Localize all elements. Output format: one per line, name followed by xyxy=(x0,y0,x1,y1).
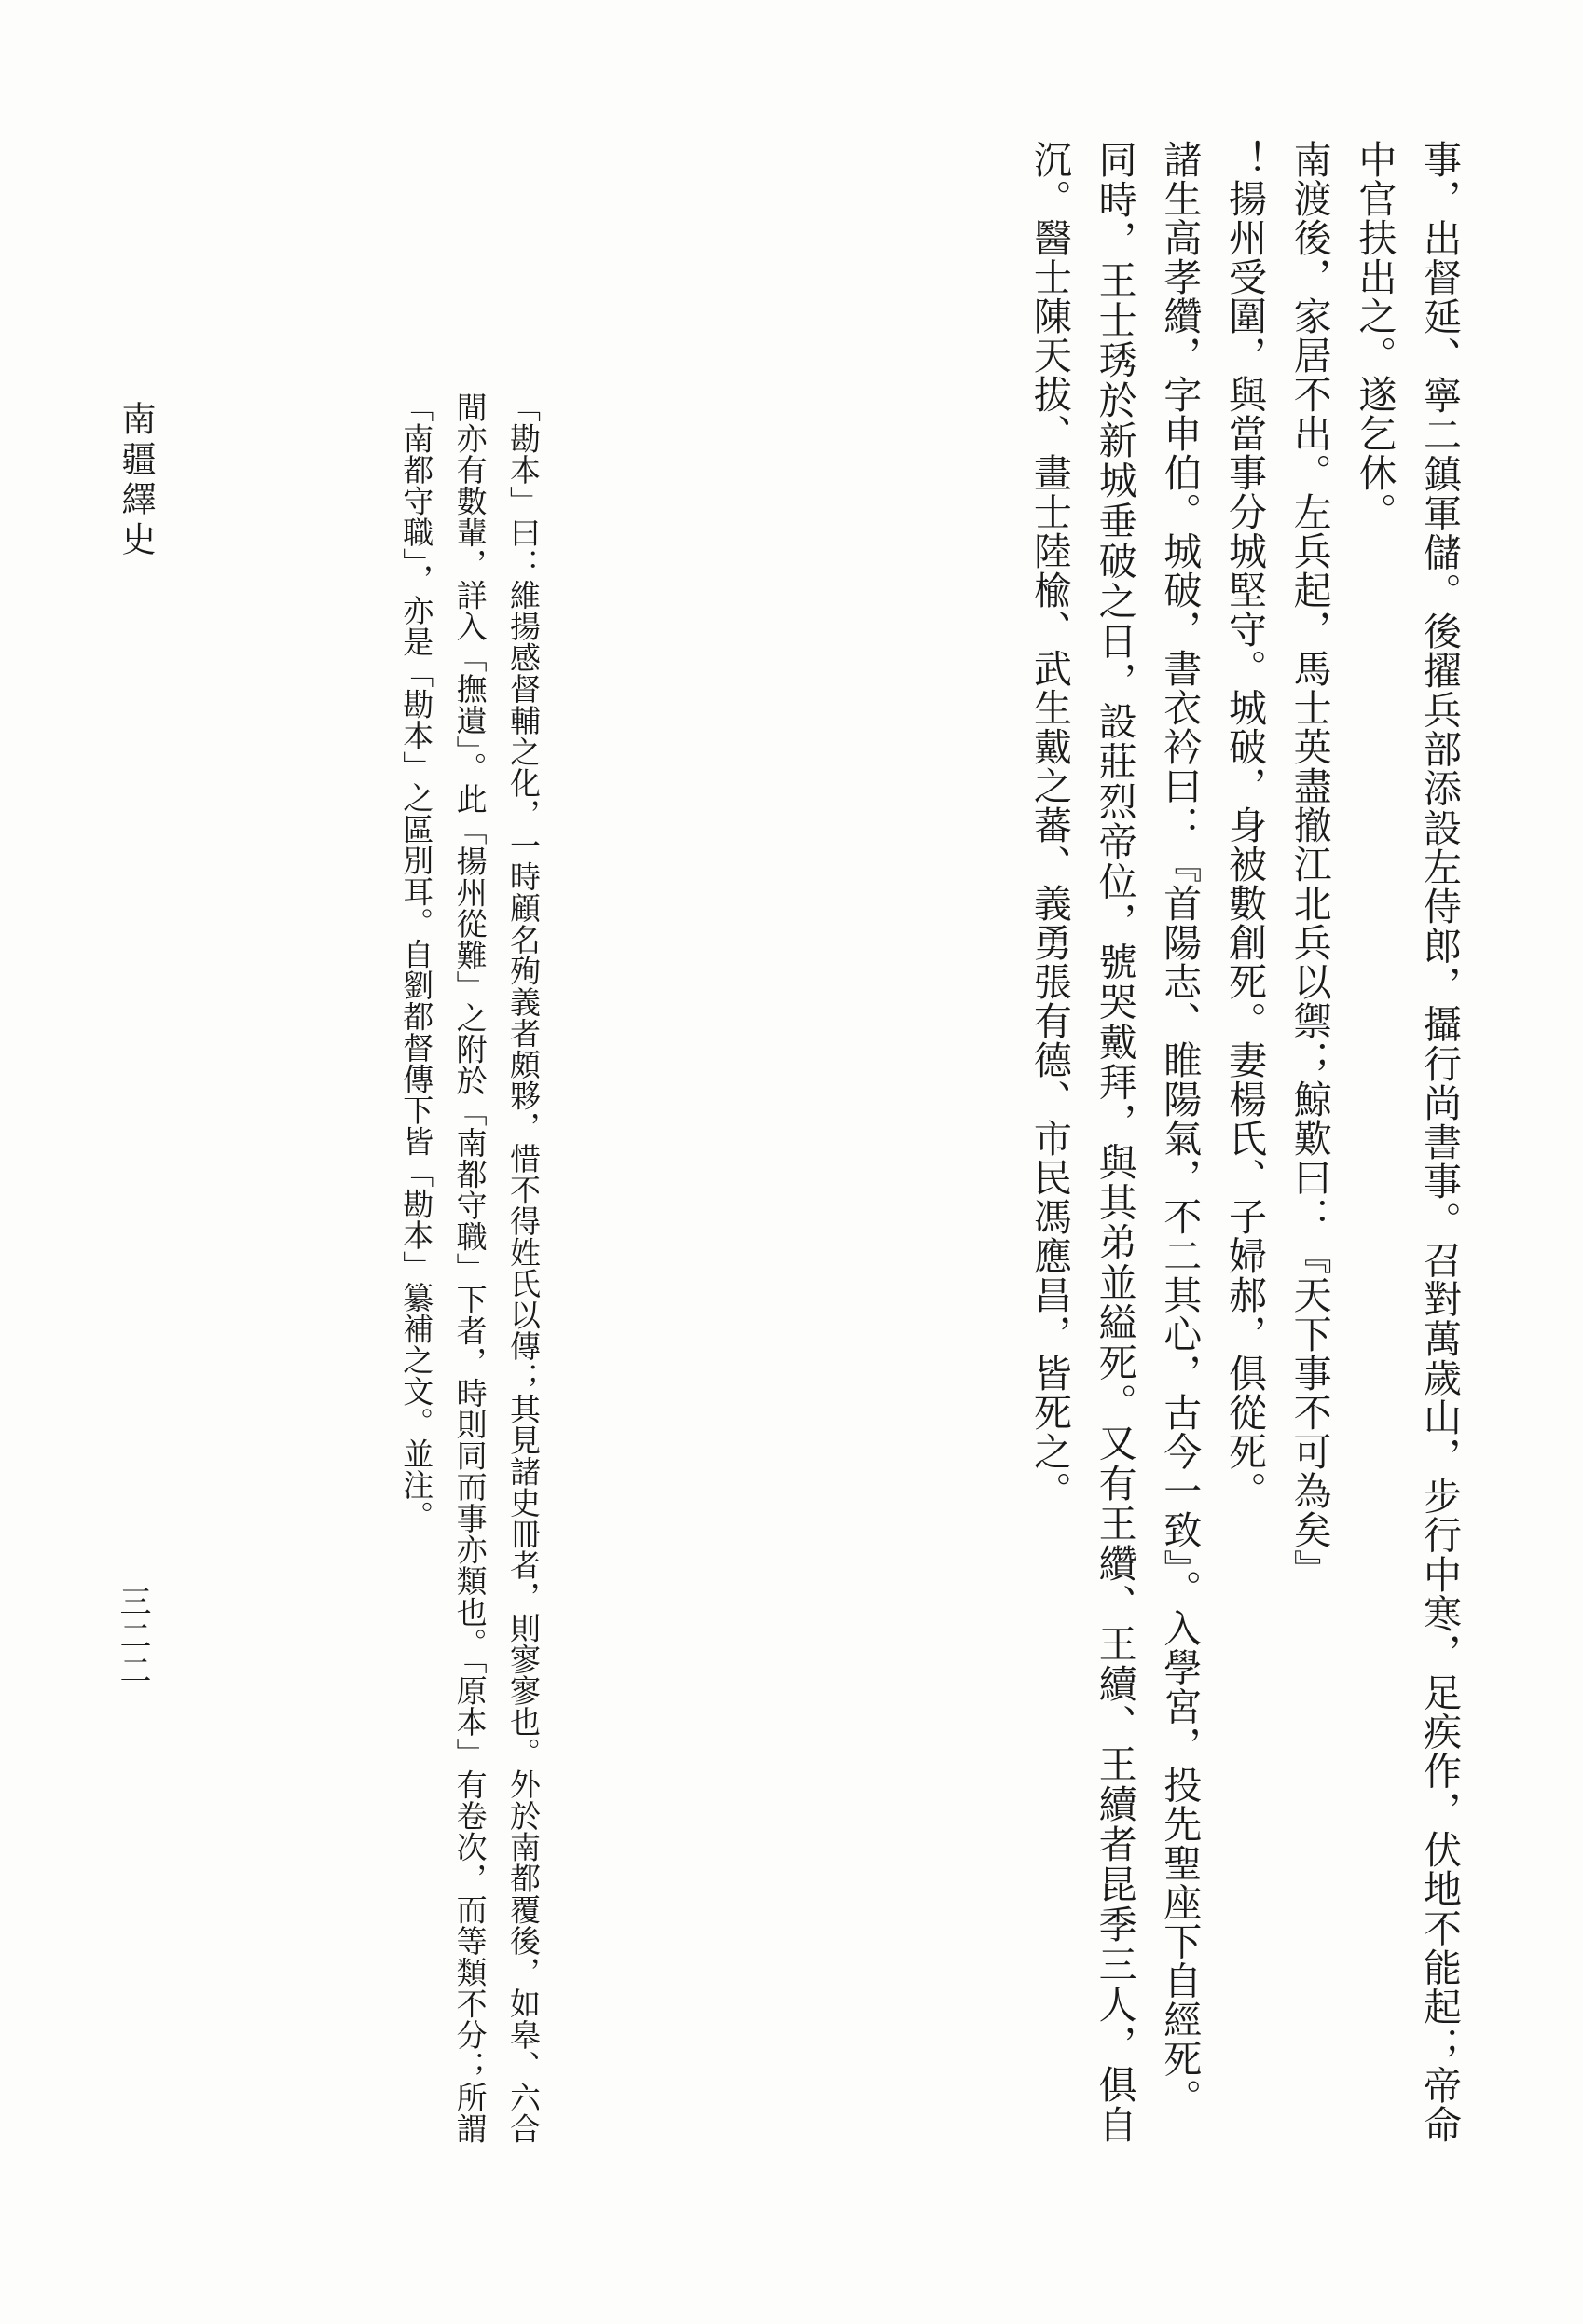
annotation-block: 「勘本」曰：維揚感督輔之化，一時顧名殉義者頗夥，惜不得姓氏以傳；其見諸史冊者，則寥寥也。外於南都覆後，如皋、六合間亦有數輩，詳入「撫遺」。此「揚州從難」之附於「南都守職」下者，時則同而事亦類也。「原本」有卷次，而等類不分；所謂「南都守職」，亦是「勘本」之區別耳。自劉都督傳下皆「勘本」纂補之文。並注。 xyxy=(398,392,542,2144)
body-paragraph: ！揚州受圍，與當事分城堅守。城破，身被數創死。妻楊氏、子婦郝，俱從死。 xyxy=(1221,140,1267,1510)
body-paragraph: 南渡後，家居不出。左兵起，馬士英盡撤江北兵以禦；鯨歎曰：『天下事不可為矣』 xyxy=(1287,140,1332,1588)
body-paragraph: 同時，王士琇於新城垂破之日，設莊烈帝位，號哭戴拜，與其弟並縊死。又有王纘、王續、王續者昆季三人，俱自沉。醫士陳天拔、畫士陸楡、武生戴之蕃、義勇張有德、市民馮應昌，皆死之。 xyxy=(1026,140,1137,2144)
body-text-block xyxy=(1016,140,1471,2144)
body-paragraph: 諸生高孝纘，字申伯。城破，書衣衿曰：『首陽志、睢陽氣，不二其心，古今一致』。入學宮，投先聖座下自經死。 xyxy=(1157,140,1203,2118)
body-paragraph: 事，出督延、寧二鎮軍儲。後擢兵部添設左侍郎，攝行尚書事。召對萬歲山，步行中寒，足疾作，伏地不能起；帝命中官扶出之。遂乞休。 xyxy=(1352,140,1462,2144)
page-number: 三二二 xyxy=(114,1585,151,1688)
running-title: 南疆繹史 xyxy=(116,401,156,561)
